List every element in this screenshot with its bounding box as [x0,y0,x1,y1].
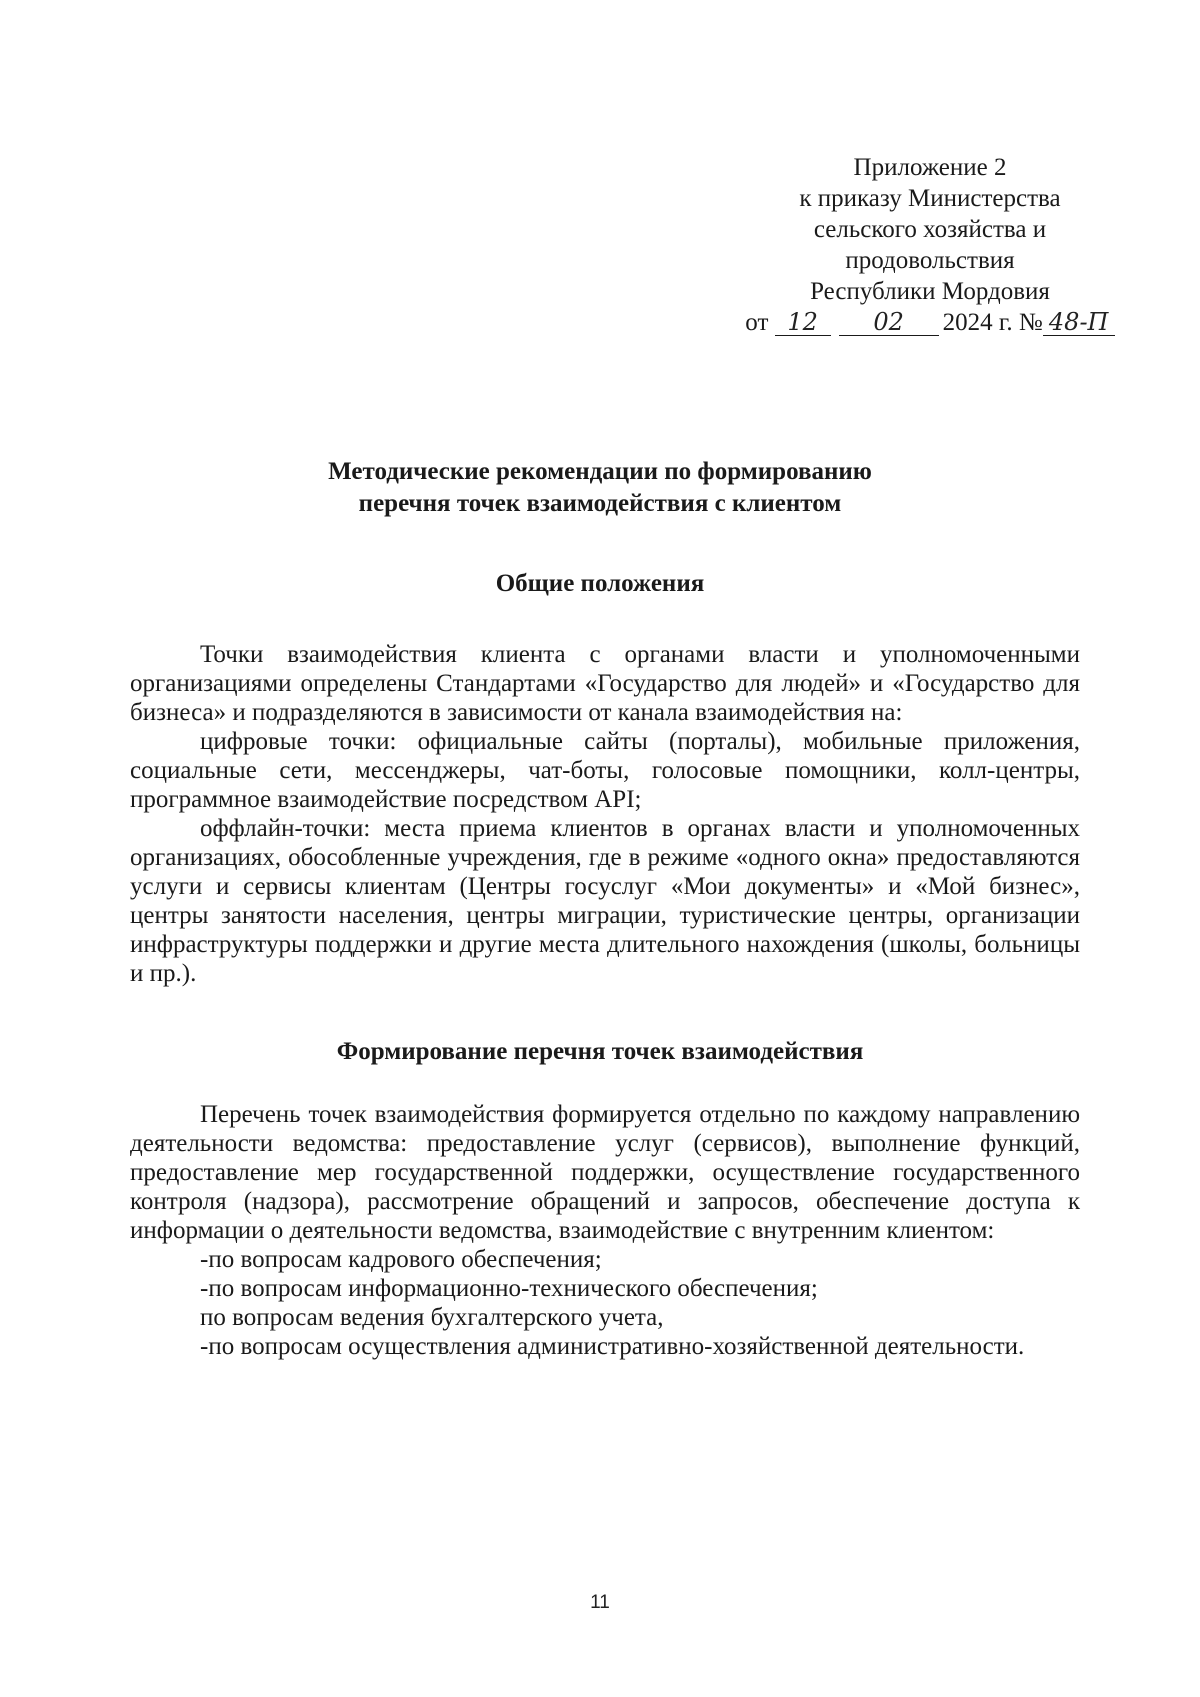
appendix-line: продовольствия [845,247,1015,274]
list-item: по вопросам ведения бухгалтерского учета, [200,1304,664,1331]
title-line: перечня точек взаимодействия с клиентом [358,490,842,517]
section-heading-general: Общие положения [495,570,705,597]
appendix-line: Приложение 2 [853,154,1007,181]
appendix-line: сельского хозяйства и [813,216,1047,243]
handwritten-order-number: 48-П [1043,309,1115,336]
list-item: -по вопросам информационно-технического обеспечения; [200,1275,818,1302]
paragraph: Перечень точек взаимодействия формируется отдельно по каждому направлению деятельности ведомства: предоставление услуг (сервисов), выполнение функций, предоставление мер государственной поддержки, осуществление государственного контроля (надзора), рассмотрение обращений и запросов, обеспечение доступа к информации о деятельности ведомства, взаимодействие с внутренним клиентом: [130,1101,1080,1244]
document-title [140,456,1060,520]
paragraph: оффлайн-точки: места приема клиентов в органах власти и уполномоченных организациях, обособленные учреждения, где в режиме «одного окна» предоставляются услуги и сервисы клиентам (Центры госуслуг «Мои документы» и «Мой бизнес», центры занятости населения, центры миграции, туристические центры, организации инфраструктуры поддержки и другие места длительного нахождения (школы, больницы и пр.). [130,815,1080,987]
page-number: 11 [590,1592,610,1613]
list-item: -по вопросам кадрового обеспечения; [200,1246,602,1273]
section-heading-list-forming: Формирование перечня точек взаимодействия [336,1038,864,1065]
title-line: Методические рекомендации по формированию [328,458,872,485]
section-list-forming-body [130,1100,1080,1361]
paragraph: Точки взаимодействия клиента с органами власти и уполномоченными организациями определены Стандартами «Государство для людей» и «Государство для бизнеса» и подразделяются в зависимости от канала взаимодействия на: [130,641,1080,726]
appendix-line: к приказу Министерства [799,185,1061,212]
handwritten-day: 12 [775,309,831,336]
paragraph: цифровые точки: официальные сайты (порталы), мобильные приложения, социальные сети, мессенджеры, чат-боты, голосовые помощники, колл-центры, программное взаимодействие посредством API; [130,728,1080,813]
date-prefix: от [745,309,769,336]
handwritten-month: 02 [839,309,939,336]
list-item: -по вопросам осуществления административно-хозяйственной деятельности. [200,1333,1025,1360]
date-year: 2024 г. № [942,309,1043,336]
order-date-line [700,307,1160,338]
appendix-header [700,152,1160,338]
section-general-body [130,640,1080,988]
appendix-line: Республики Мордовия [810,278,1050,305]
